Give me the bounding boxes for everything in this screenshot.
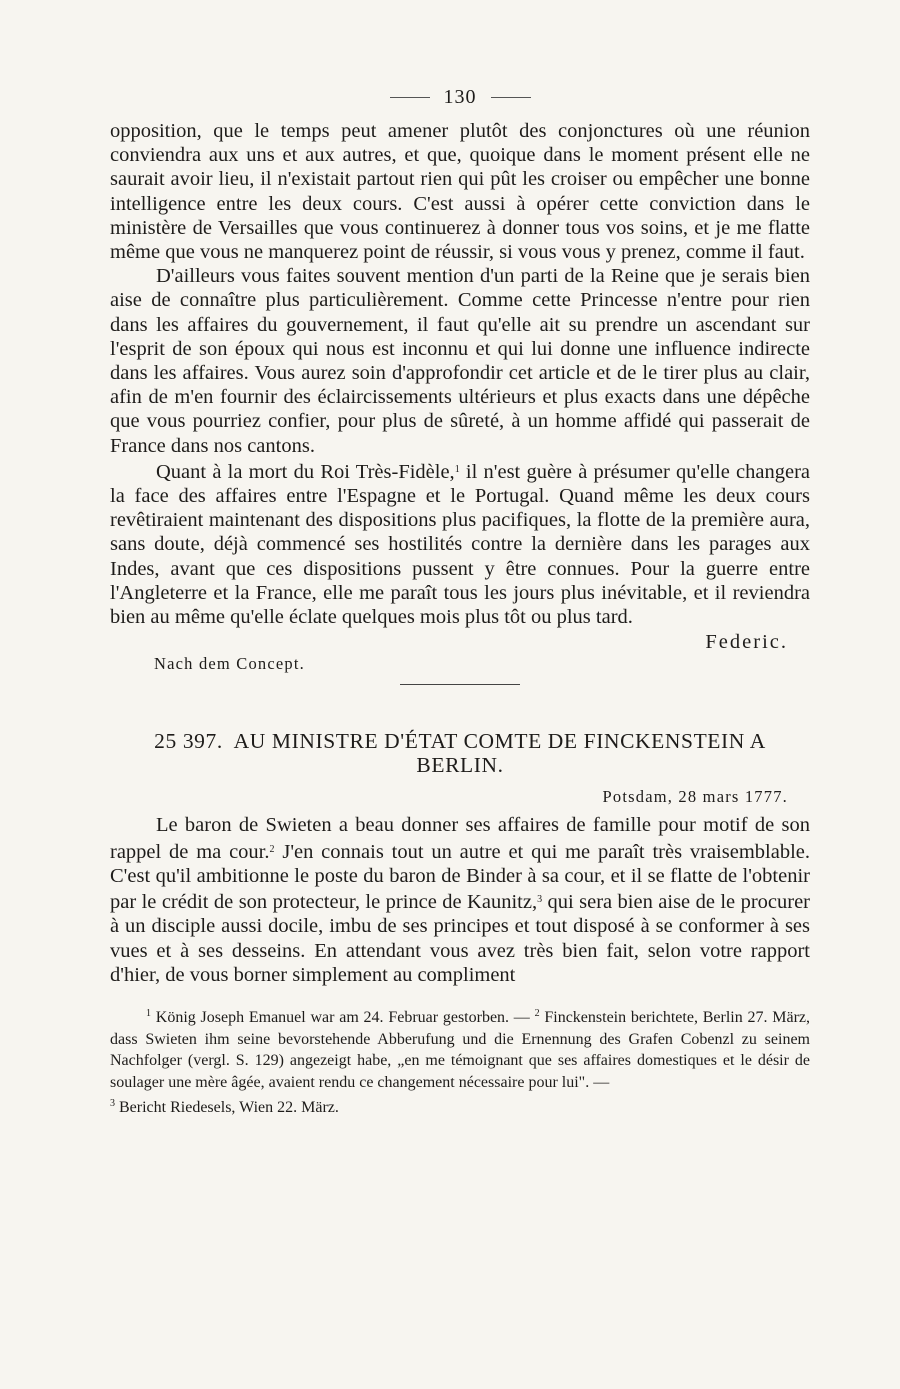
footnote-block [110, 1003, 810, 1093]
letter-number: 25 397. [154, 729, 223, 754]
header-rule-right [491, 97, 531, 98]
footnote-marker: 1 [454, 463, 460, 475]
footnotes [110, 1003, 810, 1119]
paragraph-queen-party: D'ailleurs vous faites souvent mention d'un parti de la Reine que je serais bien aise de connaître plus particulièrement. Comme cette Princesse n'entre pour rien dans les affaires du gouvernement, il faut qu'elle ait su prendre un ascendant sur l'esprit de son époux qui nous est inconnu et qui lui donne une influence indirecte dans les affaires. Vous aurez soin d'approfondir cet article et de le tirer plus au clair, afin de m'en fournir des éclaircissements ultérieurs et plus exacts dans une dépêche que vous pourriez confier, pour plus de sûreté, à un homme affidé qui passerait de France dans nos cantons. [110, 265, 810, 457]
footnote-marker: 2 [269, 843, 275, 855]
footnote-marker: 3 [110, 1098, 115, 1110]
section-separator [400, 684, 520, 685]
paragraph-text: il n'est guère à présumer qu'elle changera la face des affaires entre l'Espagne et le Portugal. Quand même les deux cours revêtiraient maintenant des dispositions plus pacifiques, la flotte de la première aura, sans doute, déjà commencé ses hostilités contre la dernière dans les parages aux Indes, avant que ces dispositions pussent y être connues. Pour la guerre entre l'Angleterre et la France, elle me paraît tous les jours plus inévitable, et il reviendra bien au même qu'elle éclate quelques mois plus tôt ou plus tard. [110, 460, 810, 629]
paragraph-swieten [110, 813, 810, 987]
header-rule-left [390, 97, 430, 98]
footnote-marker: 3 [537, 894, 543, 906]
paragraph-text: Le baron de Swieten a beau donner ses affaires de famille pour motif de son rappel de ma cour. [110, 814, 810, 863]
footnote-marker: 2 [534, 1008, 540, 1020]
footnote-text: Bericht Riedesels, Wien 22. März. [115, 1099, 339, 1117]
letter-heading [110, 729, 810, 777]
paragraph-text: qui sera bien aise de le procurer à un disciple aussi docile, imbu de ses principes et tout disposé à se conformer à ses vues et à ses desseins. En attendant vous avez très bien fait, selon votre rapport d'hier, de vous borner simplement au compliment [110, 891, 810, 987]
running-header [110, 86, 810, 109]
dateline: Potsdam, 28 mars 1777. [602, 787, 788, 807]
paragraph-continuation: opposition, que le temps peut amener plutôt des conjonctures où une réunion conviendra aux uns et aux autres, et que, quoique dans le moment présent elle ne saurait avoir lieu, il n'existait partout rien qui pût les croiser ou empêcher une bonne intelligence entre les deux cours. C'est aussi à opérer cette conviction dans le ministère de Versailles que vous continuerez à donner tous vos soins, et je me flatte même que vous ne manquerez point de réussir, si vous vous y prenez, comme il faut. [110, 120, 810, 264]
source-note: Nach dem Concept. [154, 654, 305, 674]
paragraph-king-death [110, 458, 810, 629]
paragraph-text: J'en connais tout un autre et qui me paraît très vraisemblable. C'est qu'il ambitionne le poste du baron de Binder à sa cour, et il se flatte de l'obtenir par le crédit de son protecteur, le prince de Kaunitz, [110, 840, 810, 914]
letter-body [110, 813, 810, 987]
footnote-block [110, 1093, 810, 1119]
signature: Federic. [705, 631, 788, 654]
footnote-text: König Joseph Emanuel war am 24. Februar gestorben. — [151, 1009, 535, 1027]
page-number: 130 [443, 86, 477, 108]
book-page [110, 86, 810, 1119]
footnote-text: Finckenstein berichtete, Berlin 27. März, dass Swieten ihm seine bevorstehende Abberufung und die Ernennung des Grafen Cobenzl zu seinem Nachfolger (vergl. S. 129) angezeigt habe, „en me témoignant que ses affaires domestiques et le désir de soulager une mère âgée, avaient rendu ce changement nécessaire pour lui". — [110, 1009, 810, 1091]
letter-title: AU MINISTRE D'ÉTAT COMTE DE FINCKENSTEIN A BERLIN. [233, 729, 766, 778]
footnote-marker: 1 [146, 1008, 151, 1020]
paragraph-text: Quant à la mort du Roi Très-Fidèle, [156, 460, 455, 483]
